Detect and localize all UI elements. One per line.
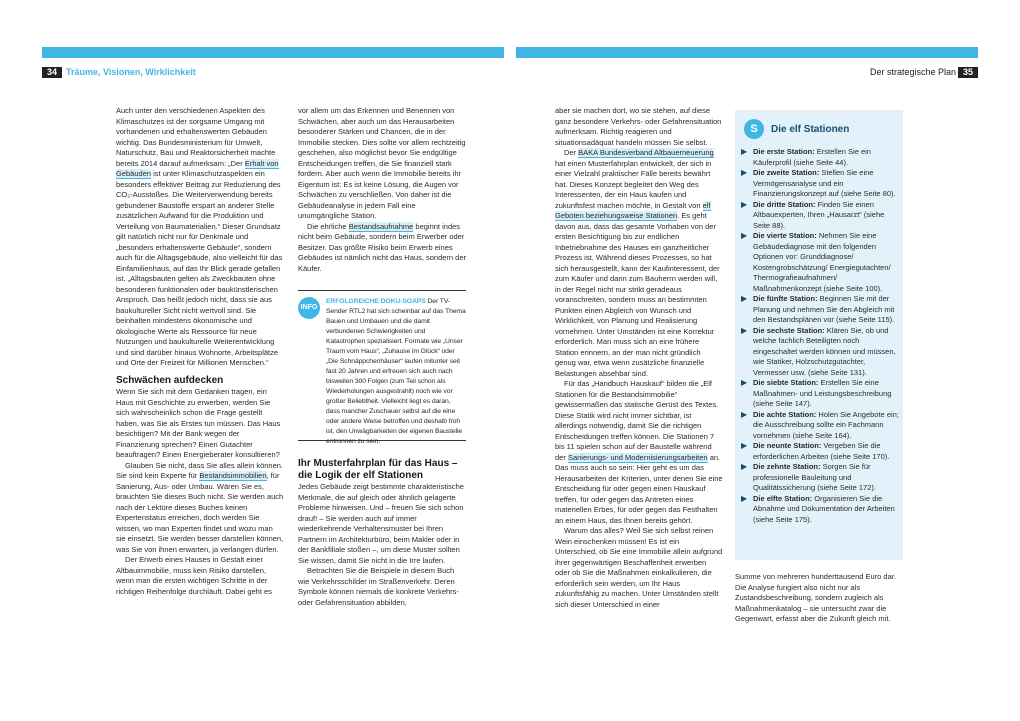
station-label: Die elfte Station: — [753, 493, 813, 503]
section-heading: Schwächen aufdecken — [116, 374, 224, 386]
paragraph: aber sie machen dort, wo sie stehen, auf diese ganz besondere Verkehrs- oder Gefahrensituation aufmerksam. Richtig reagieren und situationsadäquat handeln müssen Sie selbst. — [555, 106, 722, 147]
station-item — [741, 326, 899, 379]
triangle-bullet-icon: ▶ — [741, 441, 748, 450]
column-2-lower — [298, 458, 466, 608]
station-label: Die zehnte Station: — [753, 462, 821, 471]
triangle-bullet-icon: ▶ — [741, 294, 748, 303]
page-number-left: 34 — [42, 67, 62, 78]
station-item — [741, 168, 899, 200]
triangle-bullet-icon: ▶ — [741, 325, 748, 335]
text: Glauben Sie nicht, dass Sie alles allein können. Sie sind kein Experte für — [116, 460, 284, 480]
text: Der — [564, 148, 579, 157]
paragraph — [116, 461, 284, 556]
paragraph: vor allem um das Erkennen und Benennen von Schwächen, aber auch um das Herausarbeiten besonderer Stärken und Chancen, die in der Immobilie stecken. Dies sollte vor allem rechtzeitig geschehen, also möglichst bevor Sie endgültige Entscheidungen treffen, die Sie finanziell stark fordern. Aber auch wenn die Immobilie bereits ihr Eigentum ist: Es ist keine Lösung, die Augen vor Schwächen zu verschließen. Von daher ist die Gebäudeanalyse in jedem Fall eine unumgängliche Station. — [298, 106, 466, 220]
info-badge: INFO — [298, 297, 320, 319]
stations-list — [741, 147, 899, 525]
column-2 — [298, 106, 466, 274]
top-bar-left — [42, 47, 504, 58]
station-label: Die erste Station: — [753, 147, 815, 156]
text: Für das „Handbuch Hauskauf“ bilden die „Elf Stationen für die Bestandsimmobilie“ gewissermaßen das statische Gerüst des Textes. Diese Statik wird nicht immer sichtbar, ist allerdings notwendig, damit Sie die richtigen Entscheidungen treffen können. Die Stationen 7 bis 11 spielen schon auf der Baustelle während der — [555, 379, 719, 462]
running-head-right: Der strategische Plan — [869, 67, 956, 77]
text: Auch unter den verschiedenen Aspekten des Klimaschutzes ist der sorgsame Umgang mit vorhandenen und erhaltenswerten Gebäuden wichtig. Das Bundesministerium für Umwelt, Naturschutz, Bau und Reaktorsicherheit machte bereits 2014 darauf aufmerksam: „Der — [116, 106, 276, 168]
station-item — [741, 378, 899, 410]
section-heading: Ihr Musterfahrplan für das Haus – die Logik der elf Stationen — [298, 458, 458, 481]
triangle-bullet-icon: ▶ — [741, 147, 748, 156]
station-item — [741, 147, 899, 168]
column-3 — [555, 106, 723, 610]
station-item — [741, 200, 899, 232]
station-text: Vergeben Sie die erforderlichen Arbeiten (siehe Seite 170). — [753, 441, 890, 461]
triangle-bullet-icon: ▶ — [741, 462, 748, 471]
station-label: Die zweite Station: — [753, 168, 820, 177]
running-head-left: Träume, Visionen, Wirklichkeit — [66, 67, 196, 77]
paragraph: Betrachten Sie die Beispiele in diesem Buch wie Verkehrsschilder im Straßenverkehr. Deren Symbole können niemals die konkrete Verkehrs- oder Gefahrensituation abbilden, — [298, 566, 459, 607]
triangle-bullet-icon: ▶ — [741, 493, 748, 503]
station-text: Beginnen Sie mit der Planung und nehmen Sie den Abgleich mit den Bestandsplänen vor (siehe Seite 115). — [753, 294, 895, 324]
info-heading: ERFOLGREICHE DOKU-SOAPS — [326, 298, 426, 305]
page-number-right: 35 — [958, 67, 978, 78]
station-text: Organisieren Sie die Abnahme und Dokumentation der Arbeiten (siehe Seite 175). — [753, 493, 895, 524]
column-4 — [735, 572, 905, 625]
triangle-bullet-icon: ▶ — [741, 378, 748, 387]
info-rule-bottom — [298, 440, 466, 441]
highlight-link[interactable]: Sanierungs- und Modernisierungsarbeiten — [567, 452, 708, 462]
station-label: Die sechste Station: — [753, 325, 825, 335]
text: ist unter Klimaschutzaspekten ein besonders effektiver Beitrag zur Reduzierung des CO₂-Ausstoßes. Die Weiterverwendung bereits gebundener Baustoffe erspart an anderer Stelle zusätzlichen Aufwand für die Produktion und Verteilung von Baumaterialien.“ Dieser Grundsatz gilt natürlich nicht nur für Denkmale und „besonders erhaltenswerte Gebäude“, sondern auch für die Alltagsgebäude, also vielleicht für das Einfamilienhaus, auf das Ihr Blick gerade gefallen ist. „Alltagsbauten gelten als Zweckbauten ohne besonderen funktionalen oder baukünstlerischen Anspruch. Das heißt jedoch nicht, dass sie aus baukultureller Sicht nicht wertvoll sind. Sie beinhalten mindestens ökonomische und ökologische Werte als Ressource für neue Nutzungen und baukulturelle Weiterentwicklung und sind darüber hinaus Wohnorte, Arbeitsplätze und Orte der Freizeit für Millionen Menschen.“ — [116, 169, 283, 367]
station-text: Sorgen Sie für professionelle Bauleitung und Qualitätssicherung (siehe Seite 172). — [753, 462, 876, 492]
station-item — [741, 410, 899, 442]
info-rule-top — [298, 290, 466, 291]
station-label: Die vierte Station: — [753, 231, 817, 240]
text: . Es geht davon aus, dass das gesamte Vorhaben von der ersten Besichtigung bis zur endlichen Inbetriebnahme des Hauses ein ganzheitlicher Prozess ist. Während dieses Prozesses, so hat sich herausgestellt, kann der Kaufinteressent, der zum Käufer und dann zum Bauherrn werden will, in der Regel nicht nur strikt geradeaus voranschreiten, sondern muss an bestimmten Punkten einen Abgleich von Wunsch und Wirklichkeit, von Planung und Realisierung vornehmen. Unter Umständen ist eine Korrektur erforderlich. Man muss sich an eine frühere Station erinnern, an der man nicht gründlich genug war, etwa wenn zusätzliche finanzielle Belastungen absehbar sind. — [555, 211, 720, 378]
station-text: Stellen Sie eine Vermögensanalyse und ein Finanzierungskonzept auf (siehe Seite 80). — [753, 168, 896, 198]
station-item — [741, 441, 899, 462]
text: hat einen Musterfahrplan entwickelt, der sich in einer Vielzahl praktischer Fälle bereits bewährt hat. Dieses Konzept begleitet den Weg des Interessenten, der ein Haus kaufen und zukunftsfest machen möchte, in Gestalt von — [555, 158, 712, 210]
text: beginnt indes nicht beim Gebäude, sondern beim Erwerber oder Besitzer. Das größte Risiko beim Erwerb eines Gebäudes ist nämlich nicht das Haus, sondern der Käufer. — [298, 221, 467, 273]
info-box — [298, 297, 466, 445]
paragraph: Der Erwerb eines Hauses in Gestalt einer Altbauimmobilie, muss kein Risiko darstellen, wenn man die ersten wichtigen Schritte in der richtigen Reihenfolge durchläuft. Dabei geht es — [116, 555, 272, 596]
station-label: Die dritte Station: — [753, 199, 816, 209]
text: an. Das muss auch so sein: Hier geht es um das Herausarbeiten der Kriterien, unter denen Sie eine Entscheidung für oder gegen einen Hauskauf treffen, für oder gegen das Antreten eines materiellen Erbes, für oder gegen das Festhalten an einem Haus, das Ihnen bereits gehört. — [555, 452, 723, 525]
highlight-link[interactable]: Erhalt von Gebäuden — [116, 158, 279, 178]
paragraph: Warum das alles? Weil Sie sich selbst reinen Wein einschenken müssen! Es ist ein Unterschied, ob Sie eine Immobilie allein aufgrund ihrer gegenwärtigen Beschaffenheit erwerben oder ob Sie die Maßnahmen einkalkulieren, die erforderlich sein werden, um Ihr Haus zukunftsfähig zu machen. Unter Umständen stellt sich dieser Unterschied in einer — [555, 526, 723, 609]
station-text: Erstellen Sie ein Käuferprofil (siehe Seite 44). — [753, 147, 871, 167]
info-text — [326, 297, 466, 447]
paragraph: Jedes Gebäude zeigt bestimmte charakteristische Merkmale, die auf gleich oder ähnlich gelagerte Probleme hinweisen. Und – freuen Sie sich schon drauf! – Sie werden auch auf immer wiederkehrende Verhaltensmuster bei Ihren Partnern im Architekturbüro, beim Makler oder in der Bankfiliale stoßen –, um diese Muster sollten Sie wissen, damit Sie nicht in die Irre laufen. — [298, 482, 464, 565]
top-bar-right — [516, 47, 978, 58]
text: Die ehrliche — [307, 221, 349, 231]
station-label: Die achte Station: — [753, 409, 817, 419]
triangle-bullet-icon: ▶ — [741, 231, 748, 240]
triangle-bullet-icon: ▶ — [741, 199, 748, 209]
paragraph: Summe von mehreren hunderttausend Euro dar. Die Analyse fungiert also nicht nur als Zustandsbeschreibung, sondern zugleich als Maßnahmenkatalog – sie untersucht zwar die Gegenwart, erfasst aber die Zukunft gleich mit. — [735, 572, 896, 623]
sidebar-box — [735, 110, 903, 560]
info-body: Der TV-Sender RTL2 hat sich scheinbar auf das Thema Bauen und Umbauen und die damit verbundenen Schwierigkeiten und Katastrophen spezialisiert. Formate wie „Unser Traum vom Haus“, „Zuhause im Glück“ oder „Die Schnäppchenhäuser“ laufen mitunter seit fast 20 Jahren und erfreuen sich auch nach bisweilen 300 Folgen (zum Teil schon als Wiederholungen ausgestrahlt) noch wie vor großer Beliebtheit. Vielleicht liegt es daran, dass mancher Zuschauer selbst auf die eine oder andere Weise betroffen und deshalb froh ist, den Unwägbarkeiten der eigenen Baustelle entronnen zu sein. — [326, 298, 466, 445]
paragraph — [298, 222, 466, 275]
station-item — [741, 294, 899, 326]
station-text: Klären Sie, ob und welche fachlich Beteiligten noch eingeschaltet werden können und müssen, wie Statiker, Holzschutzgutachter, Vermesser usw. (siehe Seite 131). — [753, 325, 896, 377]
station-label: Die siebte Station: — [753, 378, 819, 387]
station-item — [741, 231, 899, 294]
column-1 — [116, 106, 284, 597]
station-text: Holen Sie Angebote ein; die Ausschreibung sollte ein Fachmann vornehmen (siehe Seite 164). — [753, 409, 899, 440]
highlight-link[interactable]: Bestandsimmobilien — [199, 471, 267, 480]
station-item — [741, 494, 899, 526]
station-label: Die fünfte Station: — [753, 294, 818, 303]
text: , für Sanierung, Aus- oder Umbau. Wären Sie es, brauchten Sie dieses Buch nicht. Sie werden auch nach der Lektüre dieses Buches keinen Expertenstatus erreichen, doch werden Sie wissen, wo man Experten findet und wozu man sie einsetzt. Sie werden besser darstellen können, was Sie von ihnen erwarten, ja verlangen dürfen. — [116, 471, 284, 554]
station-text: Nehmen Sie eine Gebäudediagnose mit den folgenden Optionen vor: Grunddiagnose/ Kostengrobschätzung/ Energiegutachten/ Thermografieaufnahmen/ Maßnahmenkonzept (siehe Seite 100). — [753, 231, 891, 293]
triangle-bullet-icon: ▶ — [741, 168, 748, 177]
sidebar-title: Die elf Stationen — [771, 124, 850, 135]
station-text: Finden Sie einen Altbauexperten, Ihren „Hausarzt“ (siehe Seite 88). — [753, 199, 885, 230]
station-text: Erstellen Sie eine Maßnahmen- und Leistungsbeschreibung (siehe Seite 147). — [753, 378, 892, 408]
station-label: Die neunte Station: — [753, 441, 822, 450]
s-icon: S — [744, 119, 764, 139]
triangle-bullet-icon: ▶ — [741, 409, 748, 419]
paragraph — [555, 148, 723, 379]
station-item — [741, 462, 899, 494]
paragraph — [116, 106, 284, 369]
highlight-link[interactable]: elf Geboten beziehungsweise Stationen — [555, 200, 711, 220]
paragraph: Wenn Sie sich mit dem Gedanken tragen, ein Haus mit Geschichte zu erwerben, werden Sie sich wahrscheinlich schon die Frage gestellt haben, was Sie als Erstes tun müssen. Das Haus besichtigen? Mit der Bank wegen der Finanzierung sprechen? Einen Gutachter beauftragen? Einen Energieberater konsultieren? — [116, 387, 281, 459]
highlight-link[interactable]: BAKA Bundesverband Altbauerneuerung — [578, 148, 714, 157]
paragraph — [555, 379, 723, 526]
highlight-link[interactable]: Bestandsaufnahme — [348, 221, 414, 231]
